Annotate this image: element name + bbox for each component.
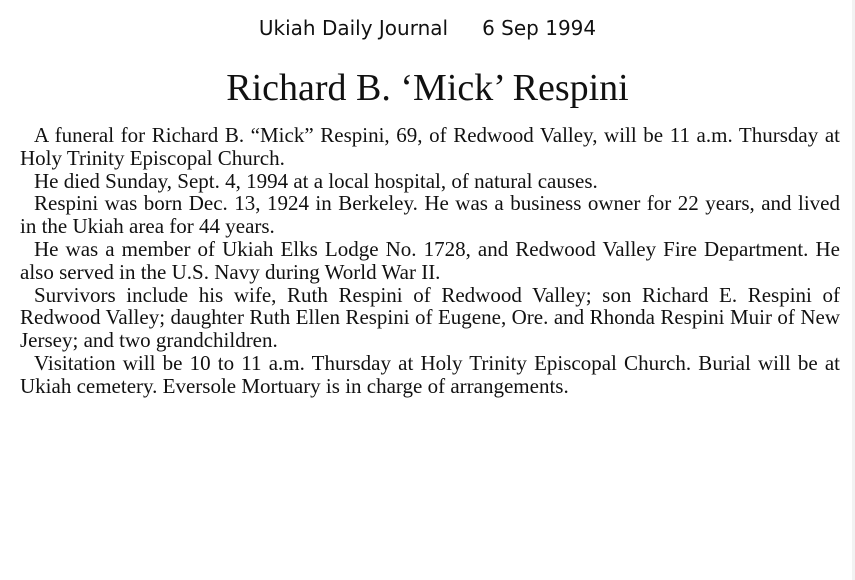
paragraph-memberships: He was a member of Ukiah Elks Lodge No. 1728, and Redwood Valley Fire Department. He also served in the U.S. Navy during World War II. <box>20 236 840 284</box>
paragraph-funeral: A funeral for Richard B. “Mick” Respini, 69, of Redwood Valley, will be 11 a.m. Thursday at Holy Trinity Episcopal Church. <box>20 123 840 170</box>
paragraph-biography: Respini was born Dec. 13, 1924 in Berkeley. He was a business owner for 22 years, and lived in the Ukiah area for 44 years. <box>20 191 840 239</box>
obituary-headline: Richard B. ‘Mick’ Respini <box>226 67 629 109</box>
paragraph-visitation: Visitation will be 10 to 11 a.m. Thursday at Holy Trinity Episcopal Church. Burial will be at Ukiah cemetery. Eversole Mortuary is in charge of arrangements. <box>20 350 840 398</box>
publication-name: Ukiah Daily Journal <box>258 16 449 40</box>
source-line <box>0 16 855 40</box>
paragraph-survivors: Survivors include his wife, Ruth Respini of Redwood Valley; son Richard E. Respini of Redwood Valley; daughter Ruth Ellen Respini of Eugene, Ore. and Rhonda Respini Muir of New Jersey; and two grandchildren. <box>20 282 840 353</box>
paragraph-death: He died Sunday, Sept. 4, 1994 at a local hospital, of natural causes. <box>34 168 598 193</box>
publication-date: 6 Sep 1994 <box>482 16 597 40</box>
obituary-body <box>20 124 840 398</box>
